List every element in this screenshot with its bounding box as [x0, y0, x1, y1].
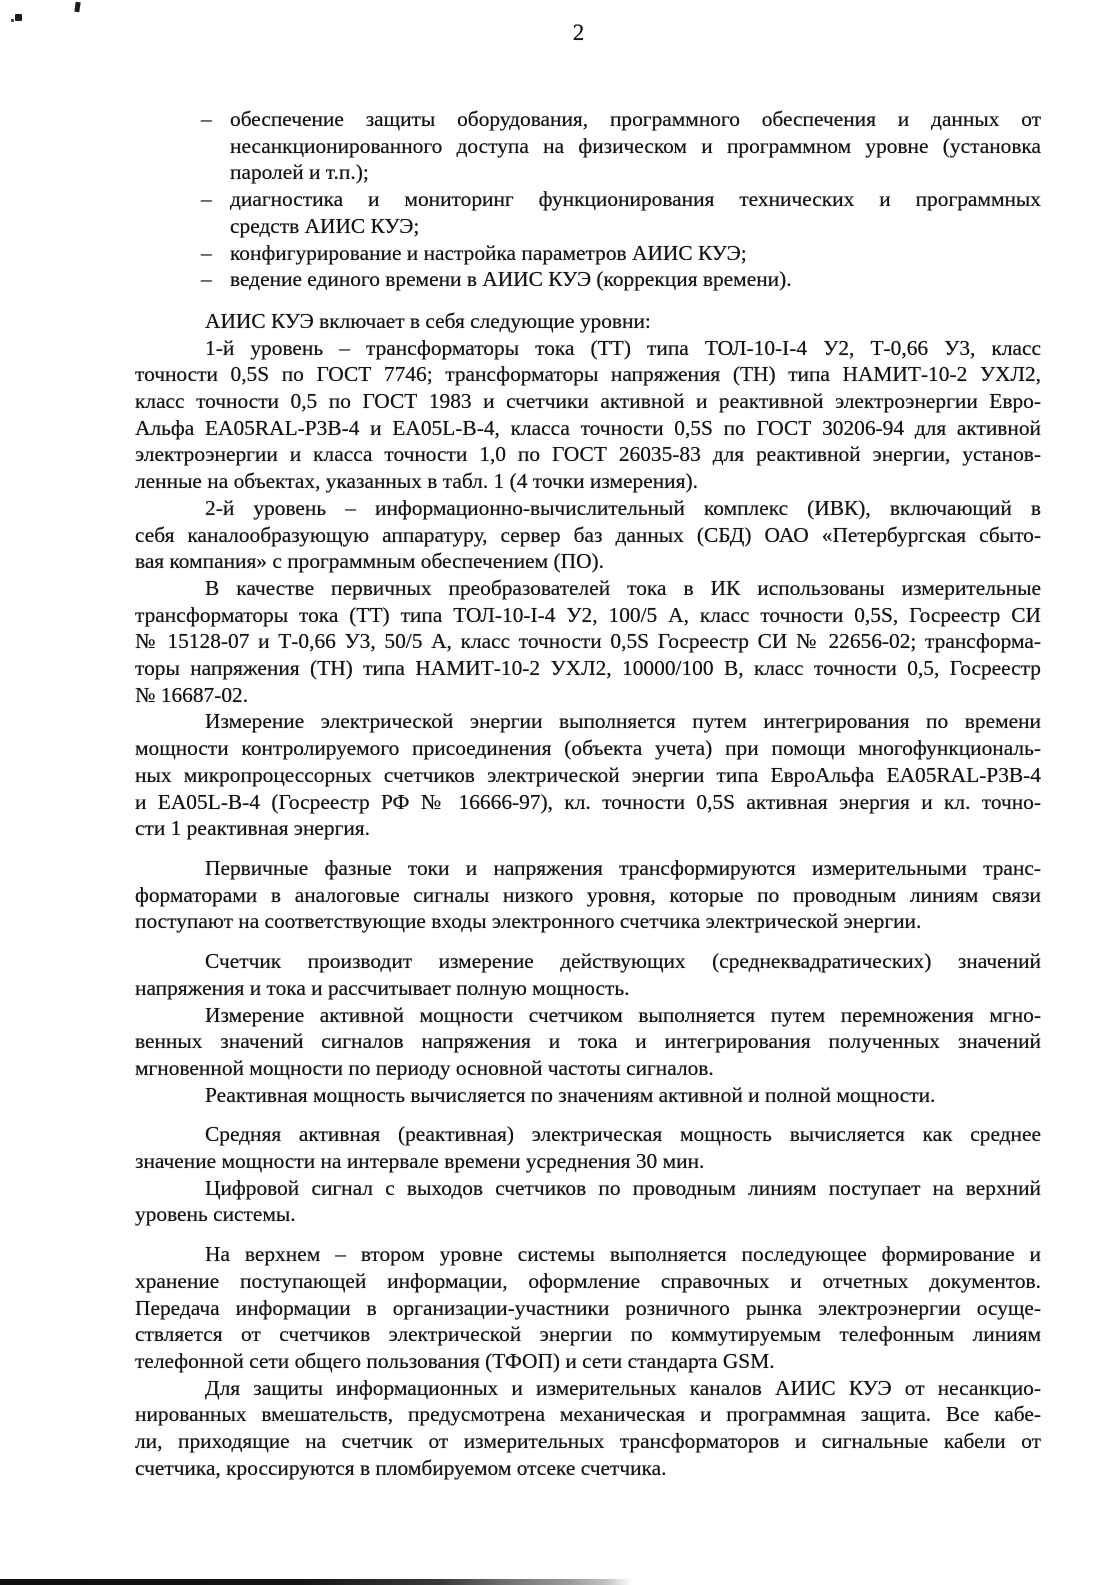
- text-line: электроэнергии и класса точности 1,0 по ГОСТ 26035-83 для реактивной энергии, установ-: [135, 442, 1041, 467]
- text-line: – конфигурирование и настройка параметров АИИС КУЭ;: [201, 240, 747, 265]
- bullet-item: [135, 266, 1041, 293]
- paragraph: [135, 1241, 1041, 1375]
- text-line: 2-й уровень – информационно-вычислительный комплекс (ИВК), включающий в: [205, 495, 1041, 520]
- text-line: себя каналообразующую аппаратуру, сервер баз данных (СБД) ОАО «Петербургская сбыто-: [135, 522, 1041, 547]
- bullet-dash-icon: –: [201, 267, 212, 292]
- text-line: мощности контролируемого присоединения (объекта учета) при помощи многофункциональ-: [135, 736, 1041, 761]
- text-line: Измерение активной мощности счетчиком выполняется путем перемножения мгно-: [205, 1002, 1041, 1027]
- text-line: ленные на объектах, указанных в табл. 1 (4 точки измерения).: [135, 469, 698, 494]
- text-line: № 16687-02.: [135, 682, 249, 707]
- paragraph: [135, 335, 1041, 495]
- text-line: Передача информации в организации-участники розничного рынка электроэнергии осуще-: [135, 1295, 1041, 1320]
- bullet-dash-icon: –: [201, 240, 212, 265]
- bullet-dash-icon: –: [201, 187, 212, 212]
- text-line: уровень системы.: [135, 1202, 296, 1227]
- text-line: счетчика, кроссируются в пломбируемом отсеке счетчика.: [135, 1455, 667, 1480]
- text-line: Счетчик производит измерение действующих (среднеквадратических) значений: [205, 949, 1041, 974]
- text-line: Средняя активная (реактивная) электрическая мощность вычисляется как среднее: [205, 1122, 1041, 1147]
- paragraph: [135, 308, 1041, 335]
- text-line: класс точности 0,5 по ГОСТ 1983 и счетчики активной и реактивной электроэнергии Евро-: [135, 389, 1041, 414]
- text-line: хранение поступающей информации, оформление справочных и отчетных документов.: [135, 1268, 1041, 1293]
- page-number: 2: [572, 20, 585, 45]
- bullet-item: [135, 106, 1041, 186]
- text-line: ли, приходящие на счетчик от измерительных трансформаторов и сигнальные кабели от: [135, 1429, 1041, 1454]
- paragraph: [135, 1175, 1041, 1228]
- document-body: [135, 106, 1041, 1481]
- bullet-dash-icon: –: [201, 107, 212, 131]
- text-line: торы напряжения (ТН) типа НАМИТ-10-2 УХЛ2, 10000/100 В, класс точности 0,5, Госреестр: [135, 656, 1041, 681]
- text-line: В качестве первичных преобразователей тока в ИК использованы измерительные: [205, 575, 1041, 600]
- text-line: паролей и т.п.);: [230, 160, 369, 185]
- text-line: Для защиты информационных и измерительных каналов АИИС КУЭ от несанкцио-: [205, 1375, 1041, 1400]
- text-line: точности 0,5S по ГОСТ 7746; трансформаторы напряжения (ТН) типа НАМИТ-10-2 УХЛ2,: [135, 362, 1041, 387]
- text-line: венных значений сигналов напряжения и тока и интегрирования полученных значений: [135, 1029, 1041, 1054]
- text-line: напряжения и тока и рассчитывает полную мощность.: [135, 975, 630, 1000]
- text-line: вая компания» с программным обеспечением (ПО).: [135, 549, 605, 574]
- scan-speck: [74, 2, 80, 13]
- text-line: – обеспечение защиты оборудования, программного обеспечения и данных от: [201, 107, 1041, 131]
- text-line: – ведение единого времени в АИИС КУЭ (коррекция времени).: [201, 267, 792, 292]
- paragraph: [135, 708, 1041, 842]
- text-line: На верхнем – втором уровне системы выполняется последующее формирование и: [205, 1242, 1041, 1267]
- text-line: ных микропроцессорных счетчиков электрической энергии типа ЕвроАльфа EA05RAL-P3B-4: [135, 762, 1041, 787]
- text-line: Альфа EA05RAL-P3B-4 и EA05L-B-4, класса точности 0,5S по ГОСТ 30206-94 для активной: [135, 415, 1041, 440]
- bullet-item: [135, 240, 1041, 267]
- paragraph: [135, 855, 1041, 935]
- paragraph: [135, 495, 1041, 575]
- paragraph: [135, 1121, 1041, 1174]
- text-line: № 15128-07 и Т-0,66 У3, 50/5 А, класс точности 0,5S Госреестр СИ № 22656-02; трансформа-: [135, 629, 1041, 654]
- text-line: форматорами в аналоговые сигналы низкого уровня, которые по проводным линиям связи: [135, 882, 1041, 907]
- paragraph: [135, 1082, 1041, 1109]
- text-line: средств АИИС КУЭ;: [230, 213, 420, 238]
- paragraph: [135, 948, 1041, 1001]
- text-line: ствляется от счетчиков электрической энергии по коммутируемым телефонным линиям: [135, 1322, 1041, 1347]
- text-line: и EA05L-B-4 (Госреестр РФ № 16666-97), кл. точности 0,5S активная энергия и кл. точно-: [135, 789, 1041, 814]
- text-line: несанкционированного доступа на физическом и программном уровне (установка: [230, 133, 1041, 158]
- text-line: значение мощности на интервале времени усреднения 30 мин.: [135, 1149, 705, 1174]
- text-line: трансформаторы тока (ТТ) типа ТОЛ-10-I-4 У2, 100/5 А, класс точности 0,5S, Госреестр СИ: [135, 602, 1041, 627]
- text-line: – диагностика и мониторинг функционирования технических и программных: [201, 187, 1041, 212]
- text-line: Реактивная мощность вычисляется по значениям активной и полной мощности.: [205, 1082, 936, 1107]
- text-line: телефонной сети общего пользования (ТФОП) и сети стандарта GSM.: [135, 1348, 775, 1373]
- text-line: нированных вмешательств, предусмотрена механическая и программная защита. Все кабе-: [135, 1402, 1041, 1427]
- text-line: АИИС КУЭ включает в себя следующие уровни:: [205, 308, 651, 333]
- bullet-item: [135, 186, 1041, 239]
- paragraph: [135, 1375, 1041, 1482]
- scan-artifact-bar: [0, 1579, 632, 1585]
- text-line: 1-й уровень – трансформаторы тока (ТТ) типа ТОЛ-10-I-4 У2, Т-0,66 У3, класс: [205, 335, 1041, 360]
- paragraph: [135, 1002, 1041, 1082]
- text-line: Цифровой сигнал с выходов счетчиков по проводным линиям поступает на верхний: [205, 1175, 1041, 1200]
- text-line: Первичные фазные токи и напряжения трансформируются измерительными транс-: [205, 855, 1041, 880]
- text-line: Измерение электрической энергии выполняется путем интегрирования по времени: [205, 709, 1041, 734]
- paragraph: [135, 575, 1041, 709]
- text-line: поступают на соответствующие входы электронного счетчика электрической энергии.: [135, 909, 922, 934]
- text-line: сти 1 реактивная энергия.: [135, 816, 370, 841]
- text-line: мгновенной мощности по периоду основной частоты сигналов.: [135, 1055, 714, 1080]
